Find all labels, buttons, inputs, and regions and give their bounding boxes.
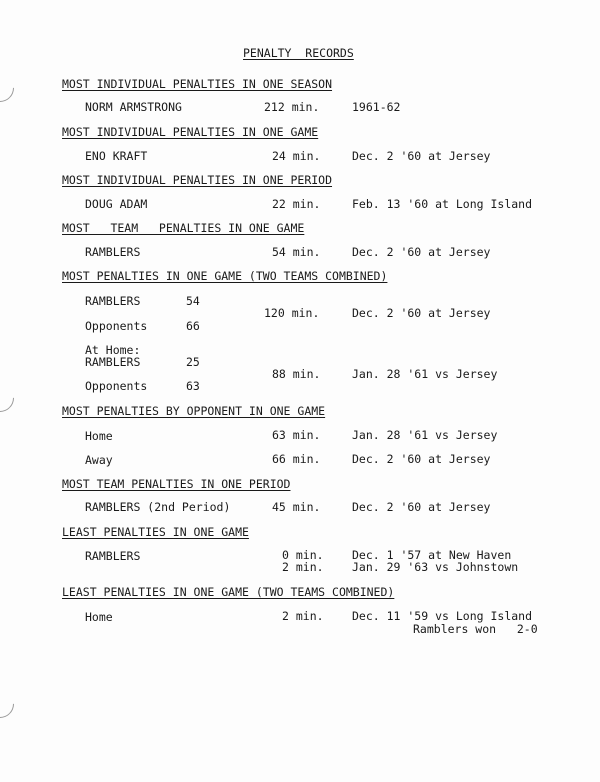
- punch-hole-mark: [0, 68, 20, 108]
- section-heading: MOST INDIVIDUAL PENALTIES IN ONE PERIOD: [62, 173, 333, 187]
- record-minutes: 54 min.: [272, 245, 321, 259]
- record-holder: RAMBLERS: [85, 245, 141, 259]
- record-holder: Home: [85, 429, 113, 443]
- record-date: Jan. 28 '61 vs Jersey: [352, 367, 498, 381]
- record-minutes: 45 min.: [272, 500, 321, 514]
- section-heading: LEAST PENALTIES IN ONE GAME: [62, 525, 249, 539]
- record-date: Dec. 2 '60 at Jersey: [352, 245, 491, 259]
- section-heading: MOST INDIVIDUAL PENALTIES IN ONE GAME: [62, 125, 319, 139]
- record-minutes: 66 min.: [272, 452, 321, 466]
- record-holder: Away: [85, 453, 113, 467]
- section-heading: MOST PENALTIES BY OPPONENT IN ONE GAME: [62, 404, 326, 418]
- team-name: RAMBLERS: [85, 355, 141, 369]
- section-heading: MOST TEAM PENALTIES IN ONE GAME: [62, 221, 305, 235]
- record-holder: ENO KRAFT: [85, 149, 148, 163]
- punch-hole-mark: [0, 378, 20, 418]
- record-holder: NORM ARMSTRONG: [85, 100, 182, 114]
- record-date: Dec. 2 '60 at Jersey: [352, 500, 491, 514]
- section-heading: MOST PENALTIES IN ONE GAME (TWO TEAMS COMBINED): [62, 269, 388, 283]
- team-penalty-value: 66: [186, 319, 200, 333]
- record-date: Dec. 1 '57 at New Haven: [352, 548, 512, 562]
- record-date: Dec. 2 '60 at Jersey: [352, 149, 491, 163]
- team-name: Opponents: [85, 319, 148, 333]
- record-minutes: 2 min.: [282, 609, 324, 623]
- team-name: RAMBLERS: [85, 294, 141, 308]
- team-penalty-value: 54: [186, 294, 200, 308]
- record-holder: RAMBLERS: [85, 549, 141, 563]
- record-minutes: 212 min.: [264, 100, 320, 114]
- record-date: Dec. 2 '60 at Jersey: [352, 306, 491, 320]
- record-minutes: 22 min.: [272, 197, 321, 211]
- record-minutes: 63 min.: [272, 428, 321, 442]
- combined-minutes: 88 min.: [272, 367, 321, 381]
- record-minutes: 0 min.: [282, 548, 324, 562]
- team-penalty-value: 63: [186, 379, 200, 393]
- record-date: Dec. 2 '60 at Jersey: [352, 452, 491, 466]
- section-heading: MOST TEAM PENALTIES IN ONE PERIOD: [62, 477, 291, 491]
- game-result-note: Ramblers won 2-0: [413, 622, 538, 636]
- record-minutes: 24 min.: [272, 149, 321, 163]
- record-date: Jan. 28 '61 vs Jersey: [352, 428, 498, 442]
- section-heading: MOST INDIVIDUAL PENALTIES IN ONE SEASON: [62, 77, 333, 91]
- record-date: 1961-62: [352, 100, 401, 114]
- page-title: PENALTY RECORDS: [243, 46, 354, 60]
- combined-minutes: 120 min.: [264, 306, 320, 320]
- section-heading: LEAST PENALTIES IN ONE GAME (TWO TEAMS COMBINED): [62, 585, 395, 599]
- record-holder: RAMBLERS (2nd Period): [85, 500, 231, 514]
- record-date: Feb. 13 '60 at Long Island: [352, 197, 533, 211]
- punch-hole-mark: [0, 684, 20, 724]
- group-label: At Home:: [85, 343, 141, 357]
- record-date: Dec. 11 '59 vs Long Island: [352, 609, 533, 623]
- team-name: Opponents: [85, 379, 148, 393]
- record-holder: Home: [85, 610, 113, 624]
- record-date: Jan. 29 '63 vs Johnstown: [352, 560, 519, 574]
- record-minutes: 2 min.: [282, 560, 324, 574]
- record-holder: DOUG ADAM: [85, 197, 148, 211]
- team-penalty-value: 25: [186, 355, 200, 369]
